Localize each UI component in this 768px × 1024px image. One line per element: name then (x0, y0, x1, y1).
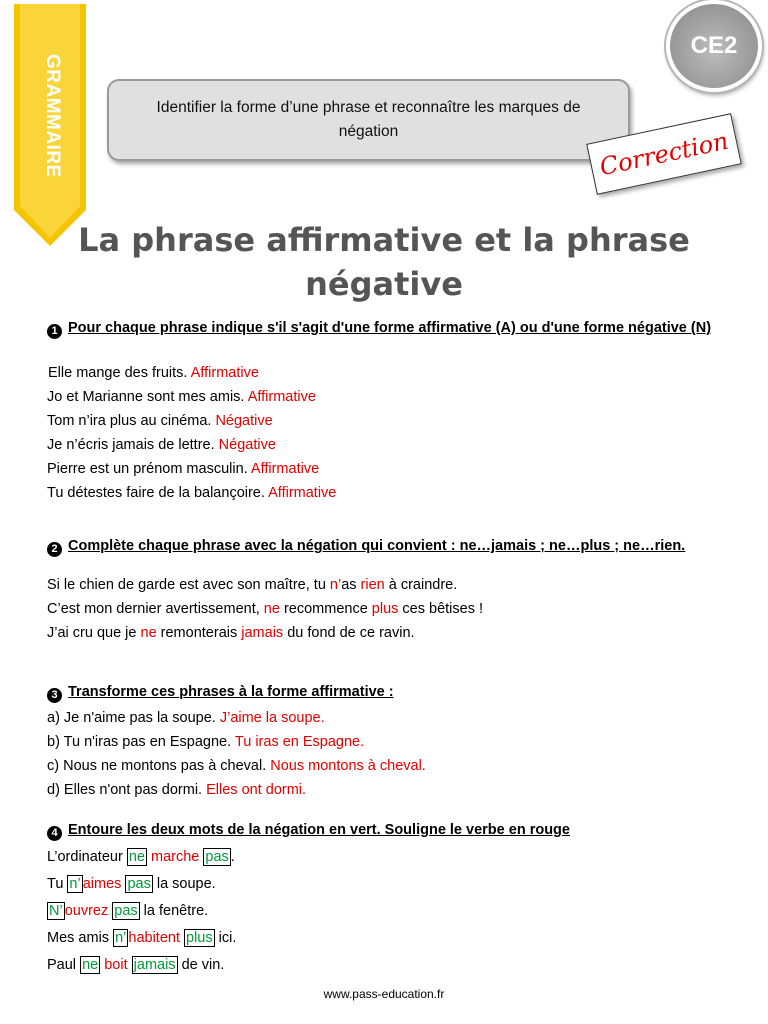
exercise-3 (47, 678, 727, 802)
subject-ribbon (14, 4, 86, 246)
exercise-1 (47, 314, 727, 505)
list-item: C’est mon dernier avertissement, ne recommence plus ces bêtises ! (47, 601, 484, 617)
level-badge (666, 0, 762, 92)
exercise-2-instruction (47, 536, 687, 557)
page-title: La phrase affirmative et la phrase négative (78, 221, 690, 303)
list-item: Je n’écris jamais de lettre. Négative (47, 437, 276, 453)
list-item: Si le chien de garde est avec son maître, tu n’as rien à craindre. (47, 577, 458, 593)
exercise-4 (47, 816, 727, 979)
exercise-1-list (47, 361, 727, 505)
exercise-number: 4 (47, 826, 62, 841)
instruction-text: Pour chaque phrase indique s'il s'agit d'une forme affirmative (A) ou d'une forme négative (N) (68, 320, 712, 336)
instruction-text: Complète chaque phrase avec la négation qui convient : ne…jamais ; ne…plus ; ne…rien. (68, 538, 686, 554)
list-item: Tom n’ira plus au cinéma. Négative (47, 413, 273, 429)
list-item: L’ordinateur ne marche pas . (47, 849, 235, 865)
exercise-number: 2 (47, 542, 62, 557)
list-item: Pierre est un prénom masculin. Affirmative (47, 461, 320, 477)
exercise-3-instruction (47, 678, 727, 706)
list-item: a) Je n'aime pas la soupe. J’aime la soupe. (47, 710, 325, 726)
list-item: b) Tu n'iras pas en Espagne. Tu iras en Espagne. (47, 734, 365, 750)
exercise-number: 3 (47, 688, 62, 703)
exercise-4-instruction (47, 816, 727, 844)
list-item: c) Nous ne montons pas à cheval. Nous montons à cheval. (47, 758, 426, 774)
level-label: CE2 (690, 32, 738, 59)
exercise-3-list (47, 706, 727, 802)
list-item: Paul ne boit jamais de vin. (47, 957, 225, 973)
list-item: N’ ouvrez pas la fenêtre. (49, 903, 209, 919)
list-item: J’ai cru que je ne remonterais jamais du fond de ce ravin. (47, 625, 415, 641)
list-item: Tu n’ aimes pas la soupe. (47, 876, 216, 892)
instruction-text: Transforme ces phrases à la forme affirmative : (68, 684, 394, 700)
exercise-number: 1 (47, 324, 62, 339)
footer-url[interactable]: www.pass-education.fr (323, 987, 445, 1001)
list-item: Jo et Marianne sont mes amis. Affirmative (47, 389, 316, 405)
list-item: Mes amis n’ habitent plus ici. (47, 930, 237, 946)
correction-label: Correction (597, 126, 731, 182)
objective-text: Identifier la forme d’une phrase et reconnaître les marques de négation (156, 99, 581, 140)
exercise-4-list (47, 844, 727, 979)
exercise-2-list (47, 573, 727, 645)
exercise-1-instruction (47, 314, 727, 343)
list-item: d) Elles n'ont pas dormi. Elles ont dormi. (47, 782, 307, 798)
list-item: Tu détestes faire de la balançoire. Affirmative (47, 485, 337, 501)
exercise-2 (47, 536, 727, 645)
objective-box (107, 79, 630, 161)
instruction-text: Entoure les deux mots de la négation en vert. Souligne le verbe en rouge (68, 822, 570, 838)
subject-label: GRAMMAIRE (42, 54, 63, 178)
list-item: Elle mange des fruits. Affirmative (48, 365, 259, 381)
